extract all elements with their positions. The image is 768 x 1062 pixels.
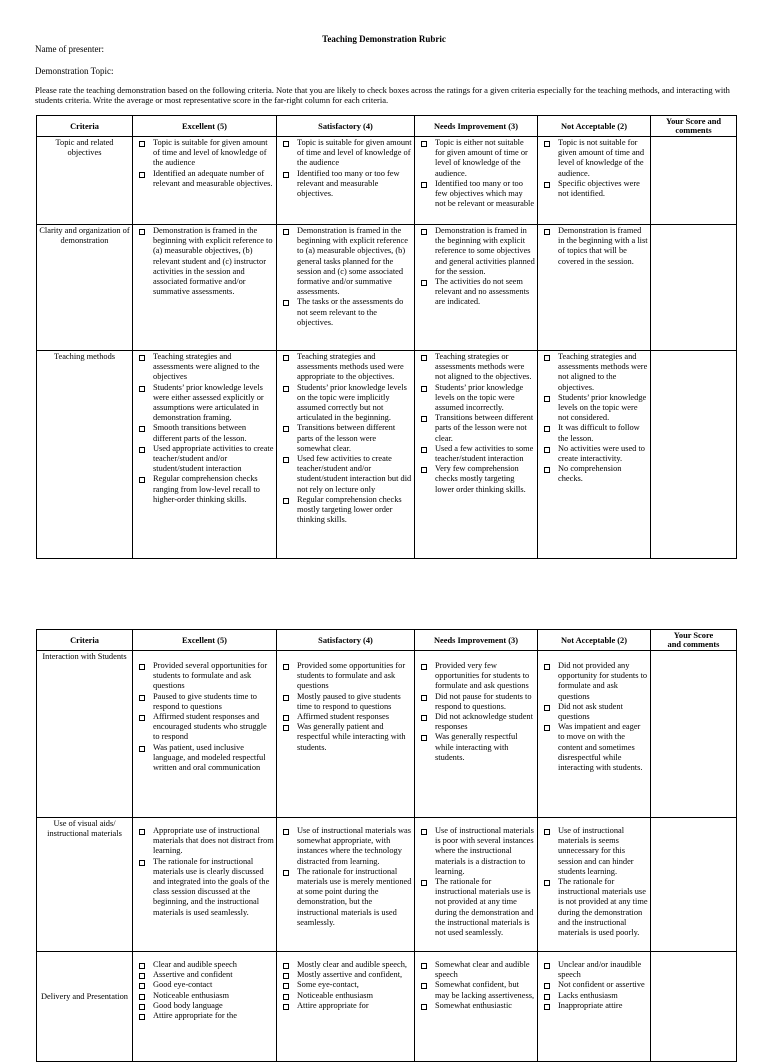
rubric-table-2 bbox=[36, 629, 737, 1062]
checkbox-item[interactable]: Very few comprehension checks mostly targeting lower order thinking skills. bbox=[417, 464, 535, 495]
header-not-acceptable: Not Acceptable (2) bbox=[538, 116, 651, 137]
checkbox-item[interactable]: Somewhat enthusiastic bbox=[417, 1001, 535, 1011]
checkbox-item[interactable]: Was generally respectful while interacting with students. bbox=[417, 732, 535, 763]
checkbox-item[interactable]: No activities were used to create interactivity. bbox=[540, 444, 648, 464]
checkbox-item[interactable]: Identified an adequate number of relevant and measurable objectives. bbox=[135, 169, 274, 189]
header-needs-improvement: Needs Improvement (3) bbox=[415, 630, 538, 651]
criteria-cell: Delivery and Presentation bbox=[37, 952, 133, 1062]
rubric-table-1 bbox=[36, 115, 737, 559]
needs-improvement-cell bbox=[415, 651, 538, 818]
checkbox-item[interactable]: Regular comprehension checks ranging from low-level recall to higher-order thinking skills. bbox=[135, 474, 274, 505]
checkbox-item[interactable]: Used few activities to create teacher/student and/or student/student interaction but did not rely on lecture only bbox=[279, 454, 412, 495]
header-score: Your Score and comments bbox=[651, 116, 737, 137]
checkbox-item[interactable]: Noticeable enthusiasm bbox=[279, 991, 412, 1001]
needs-improvement-cell bbox=[415, 351, 538, 559]
score-cell[interactable] bbox=[651, 651, 737, 818]
needs-improvement-cell bbox=[415, 225, 538, 351]
checkbox-item[interactable]: Topic is suitable for given amount of time and level of knowledge of the audience bbox=[279, 138, 412, 169]
checkbox-item[interactable]: Teaching strategies and assessments methods used were appropriate to the objectives. bbox=[279, 352, 412, 383]
checkbox-item[interactable]: Identified too many or too few objectives which may not be relevant or measurable bbox=[417, 179, 535, 210]
checkbox-item[interactable]: Mostly paused to give students time to respond to questions bbox=[279, 692, 412, 712]
checkbox-item[interactable]: Lacks enthusiasm bbox=[540, 991, 648, 1001]
checkbox-item[interactable]: Appropriate use of instructional materials that does not distract from learning. bbox=[135, 826, 274, 857]
checkbox-item[interactable]: Use of instructional materials is poor with several instances where the instructional materials is a distraction to learning. bbox=[417, 826, 535, 877]
checkbox-item[interactable]: Provided very few opportunities for students to formulate and ask questions bbox=[417, 661, 535, 692]
checkbox-item[interactable]: Did not ask student questions bbox=[540, 702, 648, 722]
checkbox-item[interactable]: Did not pause for students to respond to questions. bbox=[417, 692, 535, 712]
checkbox-item[interactable]: Was generally patient and respectful while interacting with students. bbox=[279, 722, 412, 753]
excellent-cell bbox=[133, 351, 277, 559]
checkbox-item[interactable]: Clear and audible speech bbox=[135, 960, 274, 970]
checkbox-item[interactable]: Attire appropriate for the bbox=[135, 1011, 274, 1021]
presenter-name-label: Name of presenter: bbox=[35, 44, 104, 54]
header-not-acceptable: Not Acceptable (2) bbox=[538, 630, 651, 651]
header-excellent: Excellent (5) bbox=[133, 116, 277, 137]
checkbox-item[interactable]: Mostly clear and audible speech, bbox=[279, 960, 412, 970]
checkbox-item[interactable]: Transitions between different parts of the lesson were not clear. bbox=[417, 413, 535, 444]
excellent-cell bbox=[133, 225, 277, 351]
checkbox-item[interactable]: Somewhat clear and audible speech bbox=[417, 960, 535, 980]
header-score: Your Score and comments bbox=[651, 630, 737, 651]
checkbox-item[interactable]: Affirmed student responses bbox=[279, 712, 412, 722]
checkbox-item[interactable]: Some eye-contact, bbox=[279, 980, 412, 990]
not-acceptable-cell bbox=[538, 137, 651, 225]
checkbox-item[interactable]: Used appropriate activities to create teacher/student and/or student/student interaction bbox=[135, 444, 274, 475]
checkbox-item[interactable]: Topic is not suitable for given amount of time and level of knowledge of the audience. bbox=[540, 138, 648, 179]
checkbox-item[interactable]: Demonstration is framed in the beginning with explicit reference to (a) measurable objectives, (b) general tasks planned for the session and (c) some associated formative and/or summative assessments. bbox=[279, 226, 412, 297]
header-satisfactory: Satisfactory (4) bbox=[277, 630, 415, 651]
checkbox-item[interactable]: Good body language bbox=[135, 1001, 274, 1011]
checkbox-item[interactable]: Provided several opportunities for students to formulate and ask questions bbox=[135, 661, 274, 692]
checkbox-item[interactable]: Good eye-contact bbox=[135, 980, 274, 990]
checkbox-item[interactable]: Identified too many or too few relevant and measurable objectives. bbox=[279, 169, 412, 200]
score-cell[interactable] bbox=[651, 952, 737, 1062]
rubric-row-teaching-methods bbox=[37, 351, 737, 559]
checkbox-item[interactable]: Was impatient and eager to move on with the content and sometimes disrespectful while interacting with students. bbox=[540, 722, 648, 773]
checkbox-item[interactable]: Use of instructional materials was somewhat appropriate, with instances where the technology distracted from learning. bbox=[279, 826, 412, 867]
criteria-cell: Interaction with Students bbox=[37, 651, 133, 818]
checkbox-item[interactable]: Smooth transitions between different parts of the lesson. bbox=[135, 423, 274, 443]
not-acceptable-cell bbox=[538, 952, 651, 1062]
criteria-cell: Use of visual aids/ instructional materials bbox=[37, 818, 133, 952]
satisfactory-cell bbox=[277, 137, 415, 225]
checkbox-item[interactable]: The activities do not seem relevant and no assessments are indicated. bbox=[417, 277, 535, 308]
rubric-row-visual-aids bbox=[37, 818, 737, 952]
header-needs-improvement: Needs Improvement (3) bbox=[415, 116, 538, 137]
demonstration-topic-label: Demonstration Topic: bbox=[35, 66, 114, 76]
score-cell[interactable] bbox=[651, 818, 737, 952]
checkbox-item[interactable]: Students’ prior knowledge levels were either assessed explicitly or assumptions were articulated in demonstration framing. bbox=[135, 383, 274, 424]
not-acceptable-cell bbox=[538, 818, 651, 952]
checkbox-item[interactable]: Provided some opportunities for students to formulate and ask questions bbox=[279, 661, 412, 692]
rubric-row-interaction bbox=[37, 651, 737, 818]
score-cell[interactable] bbox=[651, 351, 737, 559]
not-acceptable-cell bbox=[538, 351, 651, 559]
not-acceptable-cell bbox=[538, 225, 651, 351]
header-criteria: Criteria bbox=[37, 116, 133, 137]
checkbox-item[interactable]: Demonstration is framed in the beginning with explicit reference to some objectives and general activities planned for the session. bbox=[417, 226, 535, 277]
satisfactory-cell bbox=[277, 351, 415, 559]
checkbox-item[interactable]: The rationale for instructional materials use is not provided at any time during the demonstration and the instructional materials is not used seamlessly. bbox=[417, 877, 535, 938]
checkbox-item[interactable]: Transitions between different parts of the lesson were somewhat clear. bbox=[279, 423, 412, 454]
document-title: Teaching Demonstration Rubric bbox=[322, 34, 446, 44]
checkbox-item[interactable]: The rationale for instructional materials use is clearly discussed and integrated into the goals of the class session discussed at the beginning, and the instructional materials is used seamlessly. bbox=[135, 857, 274, 918]
checkbox-item[interactable]: Used a few activities to some teacher/student interaction bbox=[417, 444, 535, 464]
checkbox-item[interactable]: It was difficult to follow the lesson. bbox=[540, 423, 648, 443]
needs-improvement-cell bbox=[415, 818, 538, 952]
header-criteria: Criteria bbox=[37, 630, 133, 651]
excellent-cell bbox=[133, 952, 277, 1062]
checkbox-item[interactable]: Somewhat confident, but may be lacking assertiveness, bbox=[417, 980, 535, 1000]
checkbox-item[interactable]: Did not provided any opportunity for students to formulate and ask questions bbox=[540, 661, 648, 702]
checkbox-item[interactable]: Topic is either not suitable for given amount of time or level of knowledge of the audience. bbox=[417, 138, 535, 179]
checkbox-item[interactable]: Use of instructional materials is seems unnecessary for this session and can hinder students learning. bbox=[540, 826, 648, 877]
checkbox-item[interactable]: The rationale for instructional materials use is merely mentioned at some point during the demonstration, but the instructional materials is used seamlessly. bbox=[279, 867, 412, 928]
checkbox-item[interactable]: Teaching strategies and assessments were aligned to the objectives bbox=[135, 352, 274, 383]
checkbox-item[interactable]: Affirmed student responses and encouraged students who struggle to respond bbox=[135, 712, 274, 743]
checkbox-item[interactable]: Did not acknowledge student responses bbox=[417, 712, 535, 732]
satisfactory-cell bbox=[277, 651, 415, 818]
checkbox-item[interactable]: Demonstration is framed in the beginning with explicit reference to (a) measurable objectives, (b) relevant student and (c) instructor activities in the session and associated formative and/or summative assessments. bbox=[135, 226, 274, 297]
checkbox-item[interactable]: Paused to give students time to respond to questions bbox=[135, 692, 274, 712]
header-satisfactory: Satisfactory (4) bbox=[277, 116, 415, 137]
rubric-row-delivery bbox=[37, 952, 737, 1062]
rubric-row-topic bbox=[37, 137, 737, 225]
needs-improvement-cell bbox=[415, 137, 538, 225]
satisfactory-cell bbox=[277, 952, 415, 1062]
excellent-cell bbox=[133, 651, 277, 818]
checkbox-item[interactable]: The rationale for instructional materials use is not provided at any time during the demonstration and the instructional materials is used poorly. bbox=[540, 877, 648, 938]
checkbox-item[interactable]: Teaching strategies and assessments methods were not aligned to the objectives. bbox=[540, 352, 648, 393]
excellent-cell bbox=[133, 818, 277, 952]
checkbox-item[interactable]: Teaching strategies or assessments methods were not aligned to the objectives. bbox=[417, 352, 535, 383]
rubric-row-clarity bbox=[37, 225, 737, 351]
checkbox-item[interactable]: Attire appropriate for bbox=[279, 1001, 412, 1011]
checkbox-item[interactable]: Topic is suitable for given amount of time and level of knowledge of the audience bbox=[135, 138, 274, 169]
excellent-cell bbox=[133, 137, 277, 225]
checkbox-item[interactable]: No comprehension checks. bbox=[540, 464, 648, 484]
checkbox-item[interactable]: Students’ prior knowledge levels on the topic were implicitly assumed correctly but not articulated in the beginning. bbox=[279, 383, 412, 424]
checkbox-item[interactable]: Inappropriate attire bbox=[540, 1001, 648, 1011]
criteria-cell: Teaching methods bbox=[37, 351, 133, 559]
satisfactory-cell bbox=[277, 818, 415, 952]
instructions-text: Please rate the teaching demonstration based on the following criteria. Note that you are likely to check boxes across the ratings for a given criteria especially for the teaching methods, and interacting with students criteria. Write the average or most representative score in the far-right column for each criteria. bbox=[35, 85, 730, 105]
criteria-cell: Topic and related objectives bbox=[37, 137, 133, 225]
checkbox-item[interactable]: Assertive and confident bbox=[135, 970, 274, 980]
checkbox-item[interactable]: Was patient, used inclusive language, and modeled respectful written and oral communication bbox=[135, 743, 274, 774]
checkbox-item[interactable]: The tasks or the assessments do not seem relevant to the objectives. bbox=[279, 297, 412, 328]
header-excellent: Excellent (5) bbox=[133, 630, 277, 651]
score-cell[interactable] bbox=[651, 225, 737, 351]
checkbox-item[interactable]: Specific objectives were not identified. bbox=[540, 179, 648, 199]
needs-improvement-cell bbox=[415, 952, 538, 1062]
checkbox-item[interactable]: Mostly assertive and confident, bbox=[279, 970, 412, 980]
checkbox-item[interactable]: Noticeable enthusiasm bbox=[135, 991, 274, 1001]
checkbox-item[interactable]: Students’ prior knowledge levels on the topic were not considered. bbox=[540, 393, 648, 424]
checkbox-item[interactable]: Students’ prior knowledge levels on the topic were assumed incorrectly. bbox=[417, 383, 535, 414]
checkbox-item[interactable]: Not confident or assertive bbox=[540, 980, 648, 990]
not-acceptable-cell bbox=[538, 651, 651, 818]
checkbox-item[interactable]: Demonstration is framed in the beginning with a list of topics that will be covered in the session. bbox=[540, 226, 648, 267]
score-cell[interactable] bbox=[651, 137, 737, 225]
criteria-cell: Clarity and organization of demonstration bbox=[37, 225, 133, 351]
satisfactory-cell bbox=[277, 225, 415, 351]
checkbox-item[interactable]: Unclear and/or inaudible speech bbox=[540, 960, 648, 980]
checkbox-item[interactable]: Regular comprehension checks mostly targeting lower order thinking skills. bbox=[279, 495, 412, 526]
